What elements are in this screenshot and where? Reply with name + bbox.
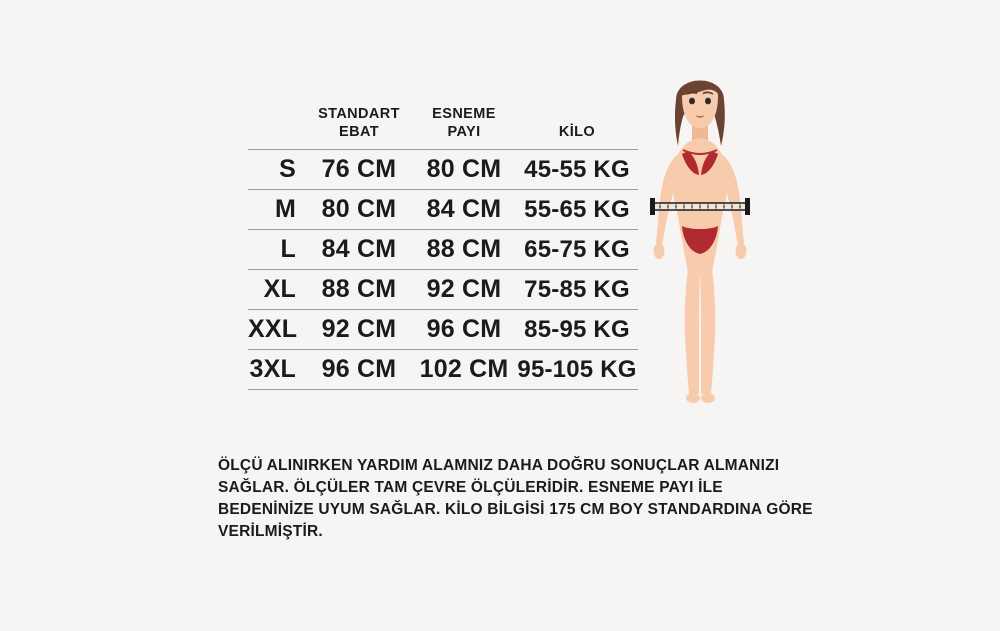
cell-esneme: 80 CM xyxy=(412,150,516,190)
table-row xyxy=(248,270,638,310)
cell-standart: 76 CM xyxy=(306,150,412,190)
hand-right xyxy=(736,243,747,259)
eye-left-icon xyxy=(689,98,695,105)
body-figure-illustration xyxy=(620,58,800,408)
cell-standart: 88 CM xyxy=(306,270,412,310)
column-header-esneme-line1: ESNEME xyxy=(432,106,496,122)
cell-size: 3XL xyxy=(248,350,306,390)
column-header-standart-line1: STANDART xyxy=(318,106,400,122)
hand-left xyxy=(654,243,665,259)
cell-size: S xyxy=(248,150,306,190)
size-table-body xyxy=(248,150,638,390)
leg-left xyxy=(685,270,700,394)
cell-kilo: 85-95 KG xyxy=(516,310,638,350)
cell-kilo: 45-55 KG xyxy=(516,150,638,190)
cell-standart: 80 CM xyxy=(306,190,412,230)
cell-kilo: 75-85 KG xyxy=(516,270,638,310)
cell-esneme: 96 CM xyxy=(412,310,516,350)
cell-size: XL xyxy=(248,270,306,310)
cell-esneme: 84 CM xyxy=(412,190,516,230)
cell-esneme: 92 CM xyxy=(412,270,516,310)
cell-size: L xyxy=(248,230,306,270)
cell-kilo: 55-65 KG xyxy=(516,190,638,230)
cell-standart: 96 CM xyxy=(306,350,412,390)
cell-kilo: 95-105 KG xyxy=(516,350,638,390)
column-header-kilo: KİLO xyxy=(558,124,596,141)
foot-left xyxy=(686,393,700,403)
measurement-note xyxy=(218,455,818,543)
size-table-container xyxy=(248,105,638,390)
cell-kilo: 65-75 KG xyxy=(516,230,638,270)
table-row xyxy=(248,190,638,230)
cell-esneme: 102 CM xyxy=(412,350,516,390)
measurement-note-text: ÖLÇÜ ALINIRKEN YARDIM ALAMNIZ DAHA DOĞRU SONUÇLAR ALMANIZI SAĞLAR. ÖLÇÜLER TAM ÇEVRE ÖLÇÜLERİDİR. ESNEME PAYI İLE BEDENİNİZE UYUM SAĞLAR. KİLO BİLGİSİ 175 CM BOY STANDARDINA GÖRE VERİLMİŞTİR. xyxy=(218,457,813,540)
foot-right xyxy=(701,393,715,403)
cell-esneme: 88 CM xyxy=(412,230,516,270)
table-row xyxy=(248,350,638,390)
cell-standart: 84 CM xyxy=(306,230,412,270)
cell-size: M xyxy=(248,190,306,230)
cell-standart: 92 CM xyxy=(306,310,412,350)
cell-size: XXL xyxy=(248,310,306,350)
size-table-header xyxy=(248,105,638,150)
column-header-esneme xyxy=(412,105,516,150)
column-header-esneme-line2: PAYI xyxy=(447,124,481,141)
table-row xyxy=(248,230,638,270)
table-row xyxy=(248,310,638,350)
column-header-standart xyxy=(306,105,412,150)
table-row xyxy=(248,150,638,190)
eye-right-icon xyxy=(705,98,711,105)
size-table xyxy=(248,105,638,390)
column-header-size xyxy=(248,105,306,150)
column-header-standart-line2: EBAT xyxy=(339,124,379,141)
leg-right xyxy=(700,270,715,394)
